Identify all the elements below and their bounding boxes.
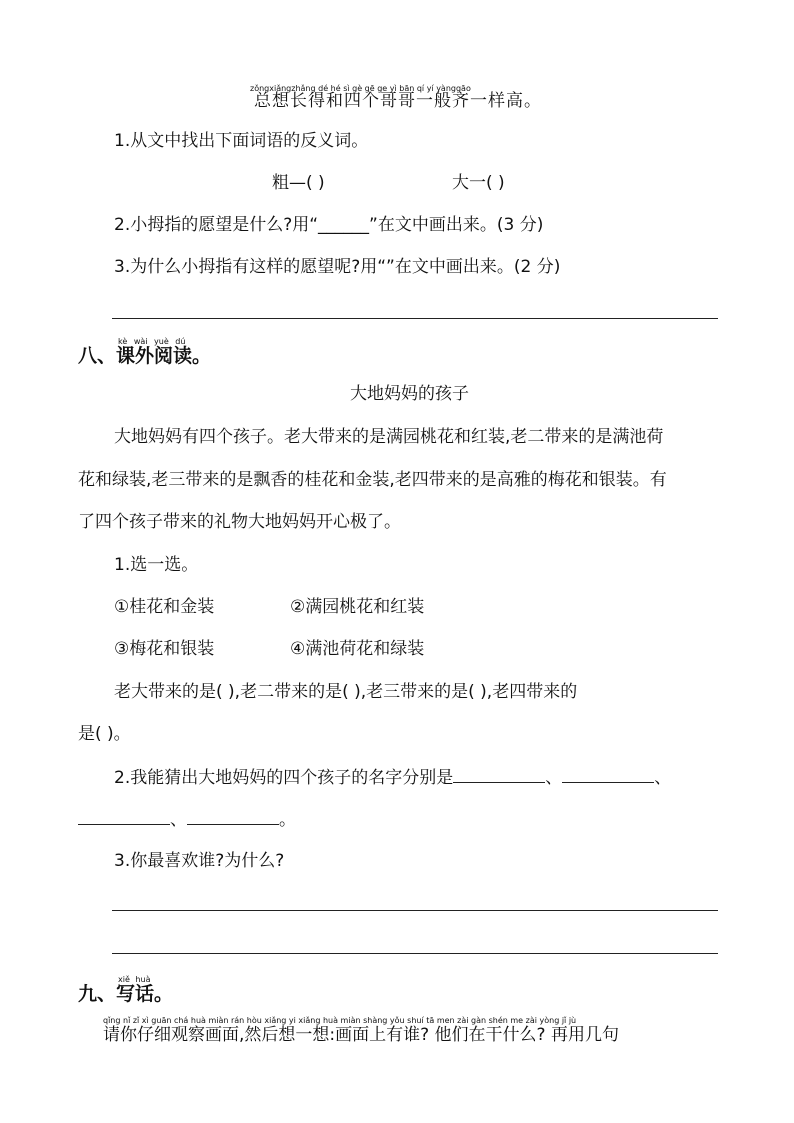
choose-question: 1.选一选。 xyxy=(114,555,199,575)
option-3: ③梅花和银装 xyxy=(114,639,215,659)
option-4: ④满池荷花和绿装 xyxy=(290,639,425,659)
name-blank-4[interactable] xyxy=(187,808,279,825)
answer-line-1[interactable] xyxy=(112,910,718,911)
fill-line-1: 老大带来的是( ),老二带来的是( ),老三带来的是( ),老四带来的 xyxy=(114,682,578,702)
names-question-text: 2.我能猜出大地妈妈的四个孩子的名字分别是 xyxy=(114,768,454,788)
name-blank-3[interactable] xyxy=(78,808,170,825)
top-sentence: 总想长得和四个哥哥一般齐一样高。 xyxy=(254,91,542,111)
reading-paragraph-line-3: 了四个孩子带来的礼物大地妈妈开心极了。 xyxy=(78,512,401,532)
period: 。 xyxy=(279,810,296,830)
reading-paragraph-line-2: 花和绿装,老三带来的是飘香的桂花和金装,老四带来的是高雅的梅花和银装。有 xyxy=(78,470,667,490)
section9-pinyin: xiě huà xyxy=(118,975,151,984)
question-3: 3.为什么小拇指有这样的愿望呢?用“”在文中画出来。(2 分) xyxy=(114,257,561,277)
fill-line-2: 是( )。 xyxy=(78,724,131,744)
separator: 、 xyxy=(545,768,563,788)
names-question xyxy=(114,766,671,789)
names-question-cont xyxy=(78,808,296,831)
antonym-pair-2: 大一( ) xyxy=(452,173,505,193)
reading-paragraph-line-1: 大地妈妈有四个孩子。老大带来的是满园桃花和红装,老二带来的是满池荷 xyxy=(114,427,664,447)
separator: 、 xyxy=(654,768,672,788)
favorite-question: 3.你最喜欢谁?为什么? xyxy=(114,851,285,871)
writing-pinyin: qǐng nǐ zǐ xì guān chá huà miàn rán hòu xiǎng yi xiǎng huà miàn shàng yǒu shuí tā men zài gàn shén me zài yòng jǐ jù xyxy=(103,1016,577,1025)
answer-line-2[interactable] xyxy=(112,953,718,954)
question-2: 2.小拇指的愿望是什么?用“______”在文中画出来。(3 分) xyxy=(114,215,544,235)
option-1: ①桂花和金装 xyxy=(114,597,215,617)
name-blank-1[interactable] xyxy=(453,766,545,783)
section8-pinyin: kè wài yuè dú xyxy=(118,337,186,346)
antonym-pair-1: 粗—( ) xyxy=(272,173,325,193)
writing-prompt: 请你仔细观察画面,然后想一想:画面上有谁? 他们在干什么? 再用几句 xyxy=(103,1025,619,1045)
section8-heading: 八、课外阅读。 xyxy=(78,345,212,367)
section9-heading: 九、写话。 xyxy=(78,983,174,1005)
reading-title: 大地妈妈的孩子 xyxy=(350,384,469,404)
top-pinyin: zǒngxiǎngzhǎng dé hé sì gè gē ge yì bān qí yí yànggāo xyxy=(250,84,471,93)
option-2: ②满园桃花和红装 xyxy=(290,597,425,617)
name-blank-2[interactable] xyxy=(562,766,654,783)
separator: 、 xyxy=(170,810,187,830)
question-1: 1.从文中找出下面词语的反义词。 xyxy=(114,131,369,151)
answer-line[interactable] xyxy=(112,318,718,319)
